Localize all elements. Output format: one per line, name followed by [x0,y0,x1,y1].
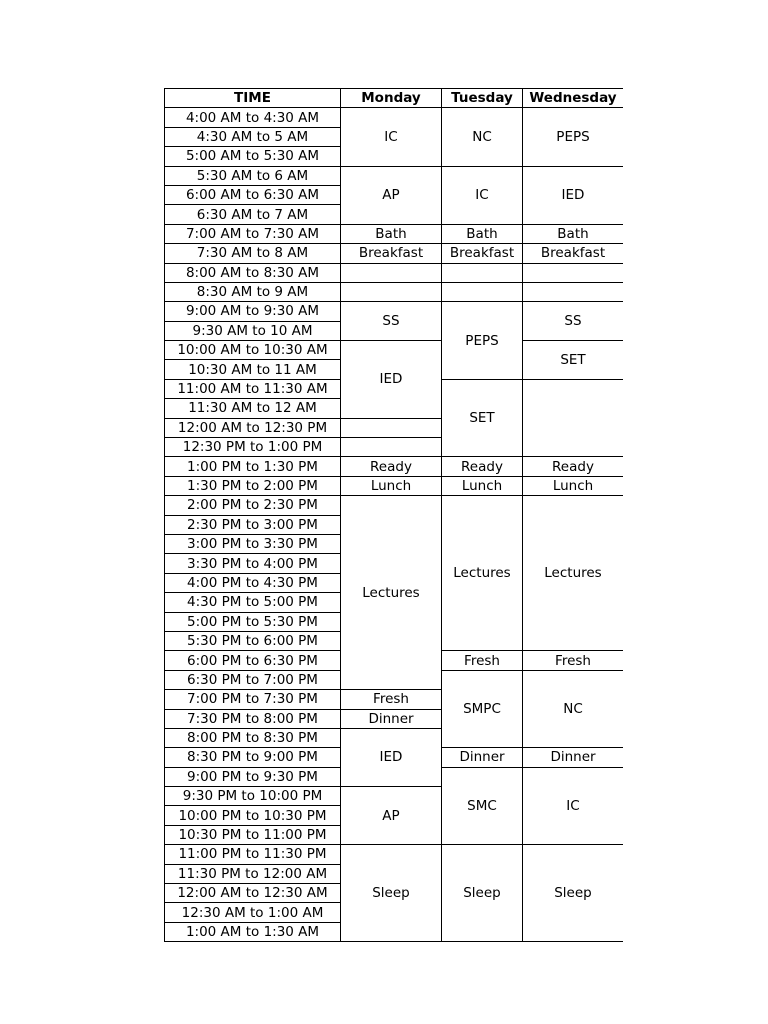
monday-activity-cell: Fresh [341,690,442,709]
monday-activity-cell: Ready [341,457,442,476]
time-slot-cell: 9:30 PM to 10:00 PM [165,787,341,806]
time-slot-cell: 12:00 AM to 12:30 PM [165,418,341,437]
monday-activity-cell: Lectures [341,496,442,690]
time-slot-cell: 10:00 PM to 10:30 PM [165,806,341,825]
monday-activity-cell: Bath [341,224,442,243]
table-row [165,496,624,515]
time-slot-cell: 8:00 PM to 8:30 PM [165,728,341,747]
table-row [165,166,624,185]
header-row [165,89,624,108]
table-row [165,108,624,127]
header-wednesday: Wednesday [523,89,624,108]
time-slot-cell: 4:30 PM to 5:00 PM [165,593,341,612]
time-slot-cell: 1:00 AM to 1:30 AM [165,922,341,941]
monday-activity-cell: IC [341,108,442,166]
wednesday-activity-cell: Dinner [523,748,624,767]
tuesday-activity-cell: SMC [442,767,523,845]
wednesday-activity-cell: IC [523,767,624,845]
table-row [165,263,624,282]
header-tuesday: Tuesday [442,89,523,108]
wednesday-activity-cell: Fresh [523,651,624,670]
time-slot-cell: 2:00 PM to 2:30 PM [165,496,341,515]
time-slot-cell: 6:30 AM to 7 AM [165,205,341,224]
time-slot-cell: 12:30 AM to 1:00 AM [165,903,341,922]
wednesday-activity-cell: Lectures [523,496,624,651]
tuesday-activity-cell: Sleep [442,845,523,942]
table-row [165,457,624,476]
wednesday-activity-cell: NC [523,670,624,748]
time-slot-cell: 1:30 PM to 2:00 PM [165,476,341,495]
time-slot-cell: 5:30 AM to 6 AM [165,166,341,185]
monday-activity-cell [341,282,442,301]
wednesday-activity-cell: Bath [523,224,624,243]
time-slot-cell: 5:00 PM to 5:30 PM [165,612,341,631]
tuesday-activity-cell: NC [442,108,523,166]
timetable-sheet [164,88,623,943]
time-slot-cell: 4:00 AM to 4:30 AM [165,108,341,127]
time-slot-cell: 3:30 PM to 4:00 PM [165,554,341,573]
tuesday-activity-cell [442,263,523,282]
time-slot-cell: 9:30 AM to 10 AM [165,321,341,340]
time-slot-cell: 8:30 AM to 9 AM [165,282,341,301]
time-slot-cell: 7:00 PM to 7:30 PM [165,690,341,709]
time-slot-cell: 9:00 PM to 9:30 PM [165,767,341,786]
timetable-body [165,108,624,942]
tuesday-activity-cell: Lectures [442,496,523,651]
time-slot-cell: 11:30 AM to 12 AM [165,399,341,418]
wednesday-activity-cell: Lunch [523,476,624,495]
time-slot-cell: 7:00 AM to 7:30 AM [165,224,341,243]
time-slot-cell: 9:00 AM to 9:30 AM [165,302,341,321]
monday-activity-cell: IED [341,341,442,419]
time-slot-cell: 7:30 AM to 8 AM [165,244,341,263]
table-row [165,224,624,243]
tuesday-activity-cell: Breakfast [442,244,523,263]
time-slot-cell: 6:30 PM to 7:00 PM [165,670,341,689]
time-slot-cell: 6:00 AM to 6:30 AM [165,185,341,204]
tuesday-activity-cell: SMPC [442,670,523,748]
monday-activity-cell: AP [341,787,442,845]
monday-activity-cell: IED [341,728,442,786]
tuesday-activity-cell: Bath [442,224,523,243]
time-slot-cell: 12:30 PM to 1:00 PM [165,438,341,457]
monday-activity-cell [341,263,442,282]
time-slot-cell: 12:00 AM to 12:30 AM [165,884,341,903]
wednesday-activity-cell: Sleep [523,845,624,942]
wednesday-activity-cell: IED [523,166,624,224]
header-time: TIME [165,89,341,108]
header-monday: Monday [341,89,442,108]
wednesday-activity-cell: PEPS [523,108,624,166]
wednesday-activity-cell: Breakfast [523,244,624,263]
tuesday-activity-cell: Fresh [442,651,523,670]
time-slot-cell: 4:30 AM to 5 AM [165,127,341,146]
time-slot-cell: 8:30 PM to 9:00 PM [165,748,341,767]
tuesday-activity-cell: IC [442,166,523,224]
monday-activity-cell: Breakfast [341,244,442,263]
time-slot-cell: 4:00 PM to 4:30 PM [165,573,341,592]
time-slot-cell: 10:30 AM to 11 AM [165,360,341,379]
time-slot-cell: 11:00 PM to 11:30 PM [165,845,341,864]
time-slot-cell: 10:30 PM to 11:00 PM [165,825,341,844]
monday-activity-cell: Sleep [341,845,442,942]
monday-activity-cell: Lunch [341,476,442,495]
monday-activity-cell [341,418,442,437]
monday-activity-cell: SS [341,302,442,341]
time-slot-cell: 5:00 AM to 5:30 AM [165,147,341,166]
wednesday-activity-cell: Ready [523,457,624,476]
monday-activity-cell: AP [341,166,442,224]
time-slot-cell: 6:00 PM to 6:30 PM [165,651,341,670]
table-row [165,341,624,360]
time-slot-cell: 8:00 AM to 8:30 AM [165,263,341,282]
monday-activity-cell: Dinner [341,709,442,728]
wednesday-activity-cell [523,282,624,301]
tuesday-activity-cell: SET [442,379,523,457]
table-row [165,282,624,301]
tuesday-activity-cell [442,282,523,301]
time-slot-cell: 11:00 AM to 11:30 AM [165,379,341,398]
table-row [165,302,624,321]
time-slot-cell: 5:30 PM to 6:00 PM [165,631,341,650]
time-slot-cell: 7:30 PM to 8:00 PM [165,709,341,728]
wednesday-activity-cell [523,263,624,282]
tuesday-activity-cell: PEPS [442,302,523,380]
timetable [164,88,623,942]
tuesday-activity-cell: Dinner [442,748,523,767]
time-slot-cell: 10:00 AM to 10:30 AM [165,341,341,360]
wednesday-activity-cell: SET [523,341,624,380]
time-slot-cell: 2:30 PM to 3:00 PM [165,515,341,534]
wednesday-activity-cell [523,379,624,457]
tuesday-activity-cell: Ready [442,457,523,476]
table-row [165,476,624,495]
time-slot-cell: 1:00 PM to 1:30 PM [165,457,341,476]
tuesday-activity-cell: Lunch [442,476,523,495]
time-slot-cell: 3:00 PM to 3:30 PM [165,534,341,553]
monday-activity-cell [341,438,442,457]
time-slot-cell: 11:30 PM to 12:00 AM [165,864,341,883]
table-row [165,845,624,864]
wednesday-activity-cell: SS [523,302,624,341]
table-row [165,244,624,263]
